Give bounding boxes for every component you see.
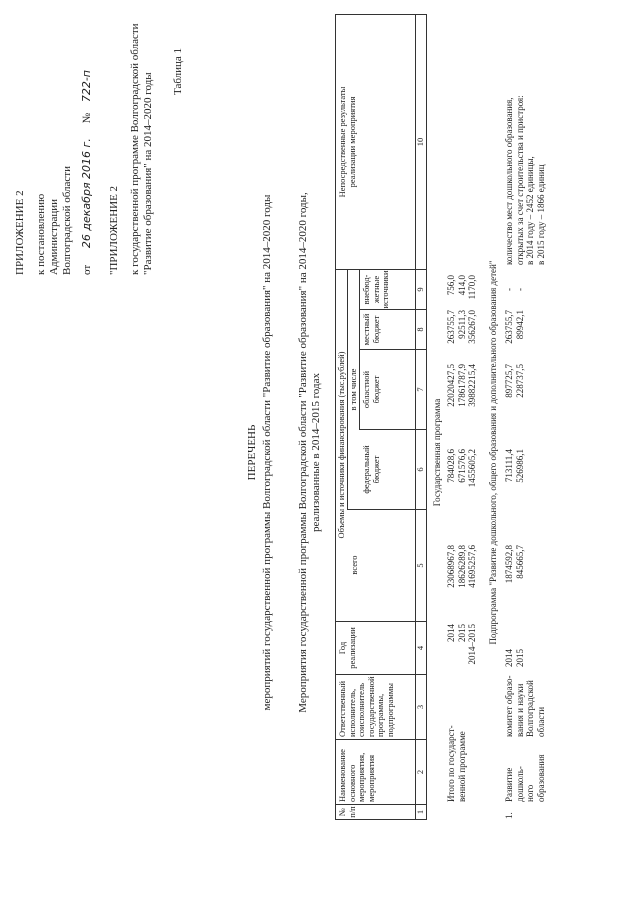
row-result: количество мест дошкольного образования, открытых за счет строительства и пристроя: в 2014 году – 2452 единицы, в 2015 году – 1866 единиц — [504, 95, 546, 265]
number-prefix: № — [81, 112, 93, 124]
appendix-line: Волгоградской области — [61, 166, 73, 275]
header-year: Год реализации — [337, 627, 357, 669]
row-name: Развитие дошколь- ного образования — [504, 754, 546, 802]
row-total: 23068967,8 18626289,8 41695257,6 — [446, 545, 477, 588]
col-number: 7 — [415, 387, 425, 392]
decree-date-line — [80, 15, 94, 275]
section-heading: реализованные в 2014–2015 годах — [310, 373, 322, 532]
document-title: ПЕРЕЧЕНЬ — [246, 424, 258, 481]
row-total: 1874592,8 845665,7 — [504, 545, 525, 584]
header-total: всего — [349, 555, 359, 575]
header-including: в том числе — [348, 368, 358, 411]
row-executor: комитет образо- вания и науки Волгоградской области — [504, 675, 546, 737]
header-federal: федеральный бюджет — [361, 445, 381, 494]
program-appendix-block — [108, 5, 155, 275]
decree-number: 722-п — [80, 70, 93, 103]
row-federal: 713111,4 526986,1 — [504, 449, 525, 483]
document-subtitle: мероприятий государственной программы Волгоградской области "Развитие образования" на 2014–2020 годы — [261, 194, 273, 711]
table-label: Таблица 1 — [172, 47, 184, 95]
program-appendix-line: к государственной программе Волгоградской области — [129, 23, 141, 275]
row-num: 1. — [504, 812, 514, 819]
appendix-title: ПРИЛОЖЕНИЕ 2 — [14, 190, 26, 275]
section-label: Подпрограмма "Развитие дошкольного, общего образования и дополнительного образования детей" — [488, 260, 498, 645]
header-local: местный бюджет — [361, 313, 381, 346]
row-offbudget: - - — [504, 288, 525, 291]
program-appendix-title: "ПРИЛОЖЕНИЕ 2 — [108, 185, 120, 275]
header-results: Непосредственные результаты реализации мероприятия — [337, 86, 357, 198]
col-number: 1 — [415, 809, 425, 815]
col-number: 5 — [415, 563, 425, 568]
row-years: 2014 2015 — [504, 649, 525, 667]
row-regional: 897725,7 228737,5 — [504, 364, 525, 398]
col-number: 2 — [415, 769, 425, 775]
header-offbudget: внебюд- жетные источники — [361, 270, 390, 309]
section-heading: Мероприятия государственной программы Волгоградской области "Развитие образования" на 2014–2020 годы, — [297, 192, 309, 713]
header-num: № п/п — [337, 806, 357, 818]
row-local: 263755,7 89942,1 — [504, 310, 525, 344]
header-name: Наименование основного мероприятия, мероприятия — [337, 749, 376, 802]
col-number: 4 — [415, 645, 425, 651]
decree-date: 26 декабря 2016 г. — [80, 138, 93, 249]
col-number: 6 — [415, 467, 425, 472]
header-executor: Ответственный исполнитель, соисполнитель государственной программы, подпрограммы — [337, 676, 395, 737]
row-offbudget: 756,0 414,0 1170,0 — [446, 275, 477, 300]
row-years: 2014 2015 2014–2015 — [446, 624, 477, 665]
section-label: Государственная программа — [432, 398, 442, 507]
appendix-line: Администрации — [48, 198, 60, 275]
col-number: 10 — [415, 137, 425, 147]
row-federal: 784028,6 671576,6 1455605,2 — [446, 449, 477, 488]
col-number: 8 — [415, 327, 425, 332]
header-funding: Объемы и источники финансирования (тыс.рублей) — [336, 351, 346, 539]
date-prefix: от — [81, 264, 93, 275]
program-appendix-line: "Развитие образования" на 2014–2020 годы — [142, 72, 154, 275]
row-local: 263755,7 92511,3 356267,0 — [446, 310, 477, 344]
row-regional: 22020427,5 17861787,9 39882215,4 — [446, 364, 477, 407]
appendix-line: к постановлению — [35, 193, 47, 275]
appendix-block — [14, 15, 94, 275]
col-number: 9 — [415, 287, 425, 292]
row-name: Итого по государст- венной программе — [446, 725, 467, 802]
header-regional: областной бюджет — [361, 370, 381, 409]
col-number: 3 — [415, 704, 425, 710]
